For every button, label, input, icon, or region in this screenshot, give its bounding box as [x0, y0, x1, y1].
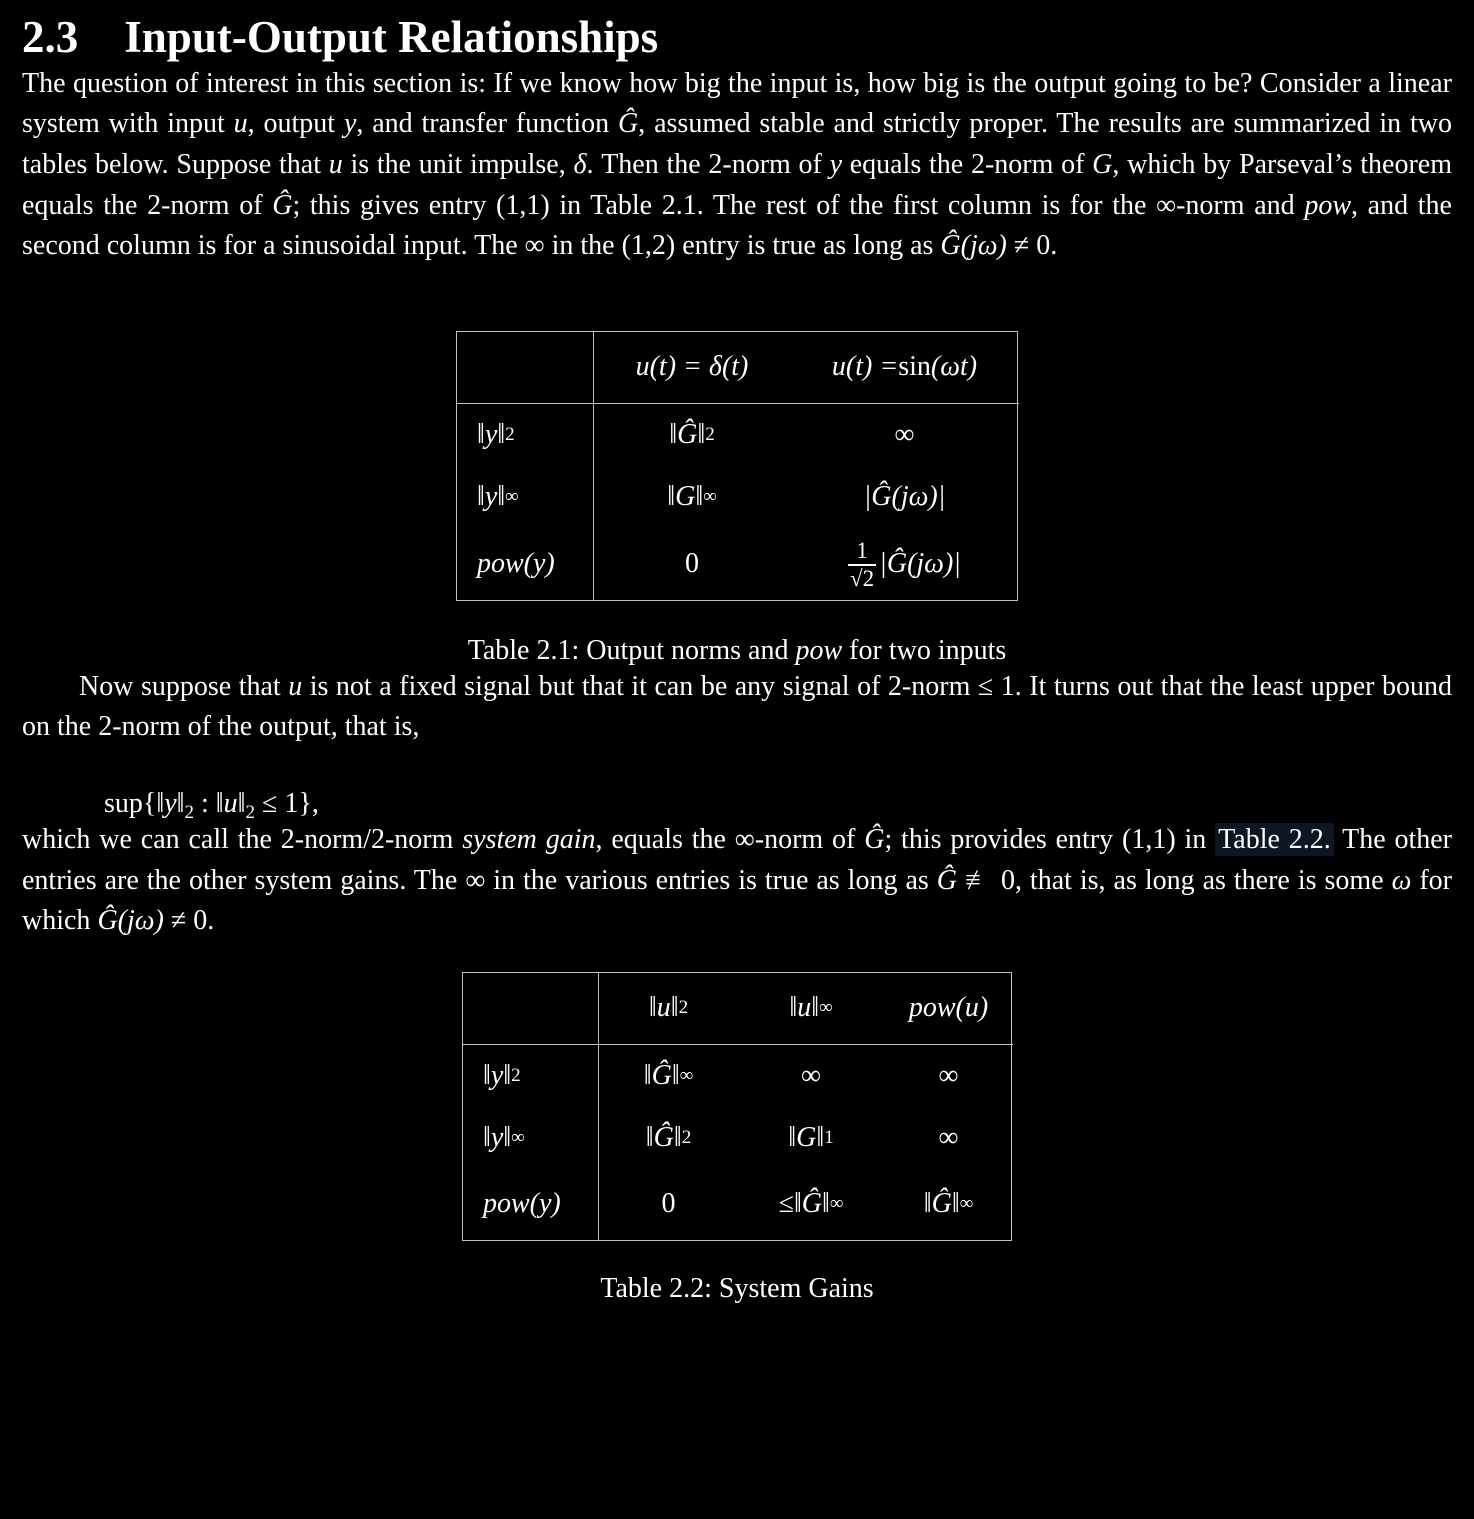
- emph-system-gain: system gain: [462, 823, 596, 855]
- t1-cell-infinity: ∞: [894, 418, 915, 450]
- t1-cell-zero: 0: [685, 547, 699, 579]
- text-run: , equals the ∞-norm of: [595, 823, 865, 855]
- t1-header-sinusoid: u(t) = sin (ωt): [790, 332, 1019, 404]
- text-run: ; this provides entry (1,1) in: [884, 823, 1216, 855]
- math-ghat-jw: Ĝ(jω): [940, 230, 1007, 262]
- t2-header-u-infnorm: ‖u‖ ∞: [738, 973, 884, 1045]
- t2-cell-zero: 0: [661, 1188, 676, 1220]
- t1-cell-ghat-jw-mag: |Ĝ(jω)|: [863, 480, 946, 512]
- t2-label-pow-y: pow(y): [463, 1169, 599, 1240]
- text-run: The question of interest in this section is: If we know how big the input is, how big is the output going to be? Consider a linear system with input: [22, 67, 1452, 140]
- math-pow: pow: [1304, 189, 1351, 221]
- t2-cell-ghat-infnorm: ‖Ĝ‖ ∞: [643, 1059, 694, 1091]
- t2-cell-infinity: ∞: [938, 1121, 959, 1153]
- table-2-2-caption: Table 2.2: System Gains: [600, 1272, 874, 1304]
- t1-label-y-2norm: ‖y‖ 2: [457, 404, 594, 466]
- t2-cell-ghat-2norm: ‖Ĝ‖ 2: [645, 1121, 692, 1153]
- t2-header-u-2norm: ‖u‖ 2: [599, 973, 738, 1045]
- math-var-omega: ω: [1391, 864, 1412, 896]
- text-run: for which: [22, 864, 1453, 937]
- section-title: Input-Output Relationships: [124, 12, 659, 62]
- text-run: The other entries are the other system gains. The ∞ in the various entries is true as long as: [22, 823, 1453, 896]
- math-var-g: G: [1092, 148, 1113, 180]
- t2-label-y-infnorm: ‖y‖ ∞: [463, 1107, 599, 1169]
- math-var-ghat: Ĝ: [272, 189, 293, 221]
- math-var-ghat: Ĝ: [864, 823, 885, 855]
- text-run: is the unit impulse,: [342, 148, 574, 180]
- text-run: is not a fixed signal but that it can be any signal of 2-norm ≤ 1. It turns out that the least upper bound on the 2-norm of the output, that is,: [22, 670, 1452, 743]
- math-var-u: u: [233, 108, 248, 140]
- table-2-1-caption: Table 2.1: Output norms and pow for two inputs: [467, 634, 1007, 666]
- table-2-2: [462, 972, 1012, 1241]
- t1-cell-g-infnorm: ‖G‖ ∞: [667, 480, 717, 512]
- t1-cell-frac-ghat-jw: $\frac{1}{√2}$ |Ĝ(jω)|: [850, 537, 961, 591]
- text-run: , and transfer function: [356, 108, 619, 140]
- section-heading: [22, 12, 1452, 64]
- t1-header-empty: [457, 332, 594, 404]
- section-number: 2.3: [22, 12, 79, 62]
- math-var-y: y: [829, 148, 843, 180]
- t2-cell-g-1norm: ‖G‖ 1: [788, 1121, 834, 1153]
- text-run: Now suppose that: [79, 670, 289, 702]
- math-var-u: u: [328, 148, 343, 180]
- text-run: ; this gives entry (1,1) in Table 2.1. The rest of the first column is for the ∞-norm and: [292, 189, 1305, 221]
- text-run: ≢ 0, that is, as long as there is some: [956, 864, 1392, 896]
- text-run: , which by Parseval’s theorem equals the 2-norm of: [22, 148, 1452, 221]
- t1-label-pow-y: pow(y): [457, 528, 594, 600]
- text-run: equals the 2-norm of: [842, 148, 1093, 180]
- math-var-ghat: Ĝ: [936, 864, 957, 896]
- text-run: ≠ 0.: [163, 905, 215, 937]
- text-run: , assumed stable and strictly proper. The results are summarized in two tables below. Suppose that: [22, 108, 1452, 180]
- t1-header-impulse: u(t) = δ(t): [594, 332, 790, 404]
- text-run: . Then the 2-norm of: [586, 148, 830, 180]
- text-run: which we can call the 2-norm/2-norm: [22, 823, 463, 855]
- math-var-u: u: [288, 670, 303, 702]
- t2-cell-infinity: ∞: [938, 1059, 959, 1091]
- math-var-ghat: Ĝ: [618, 108, 639, 140]
- t1-label-y-infnorm: ‖y‖ ∞: [457, 466, 594, 528]
- table-2-2-link[interactable]: Table 2.2.: [1215, 823, 1334, 856]
- math-var-y: y: [343, 108, 357, 140]
- text-run: , and the second column is for a sinusoidal input. The ∞ in the (1,2) entry is true as long as: [22, 189, 1452, 262]
- t2-header-empty: [463, 973, 599, 1045]
- t2-label-y-2norm: ‖y‖ 2: [463, 1045, 599, 1107]
- equation-sup-norm: $sup\{‖y‖_2$ : $‖u‖_2 \le 1$},: [104, 787, 319, 823]
- t1-cell-ghat-2norm: ‖Ĝ‖ 2: [669, 418, 715, 450]
- t2-cell-infinity: ∞: [801, 1059, 821, 1091]
- fraction-one-over-sqrt2: $\frac{1}{√2}$: [850, 537, 875, 591]
- t2-header-pow-u: pow(u): [884, 973, 1013, 1045]
- text-run: , output: [247, 108, 344, 140]
- paragraph-now-suppose: [22, 667, 1452, 748]
- paragraph-system-gain: [22, 820, 1452, 942]
- t2-cell-ghat-infnorm: ‖Ĝ‖ ∞: [923, 1188, 974, 1220]
- math-var-delta: δ: [573, 148, 587, 180]
- table-2-1: [456, 331, 1018, 601]
- t2-cell-leq-ghat-infnorm: ≤ ‖Ĝ‖ ∞: [778, 1188, 844, 1220]
- paragraph-intro: [22, 64, 1452, 267]
- math-ghat-jw: Ĝ(jω): [97, 905, 164, 937]
- text-run: ≠ 0.: [1006, 230, 1058, 262]
